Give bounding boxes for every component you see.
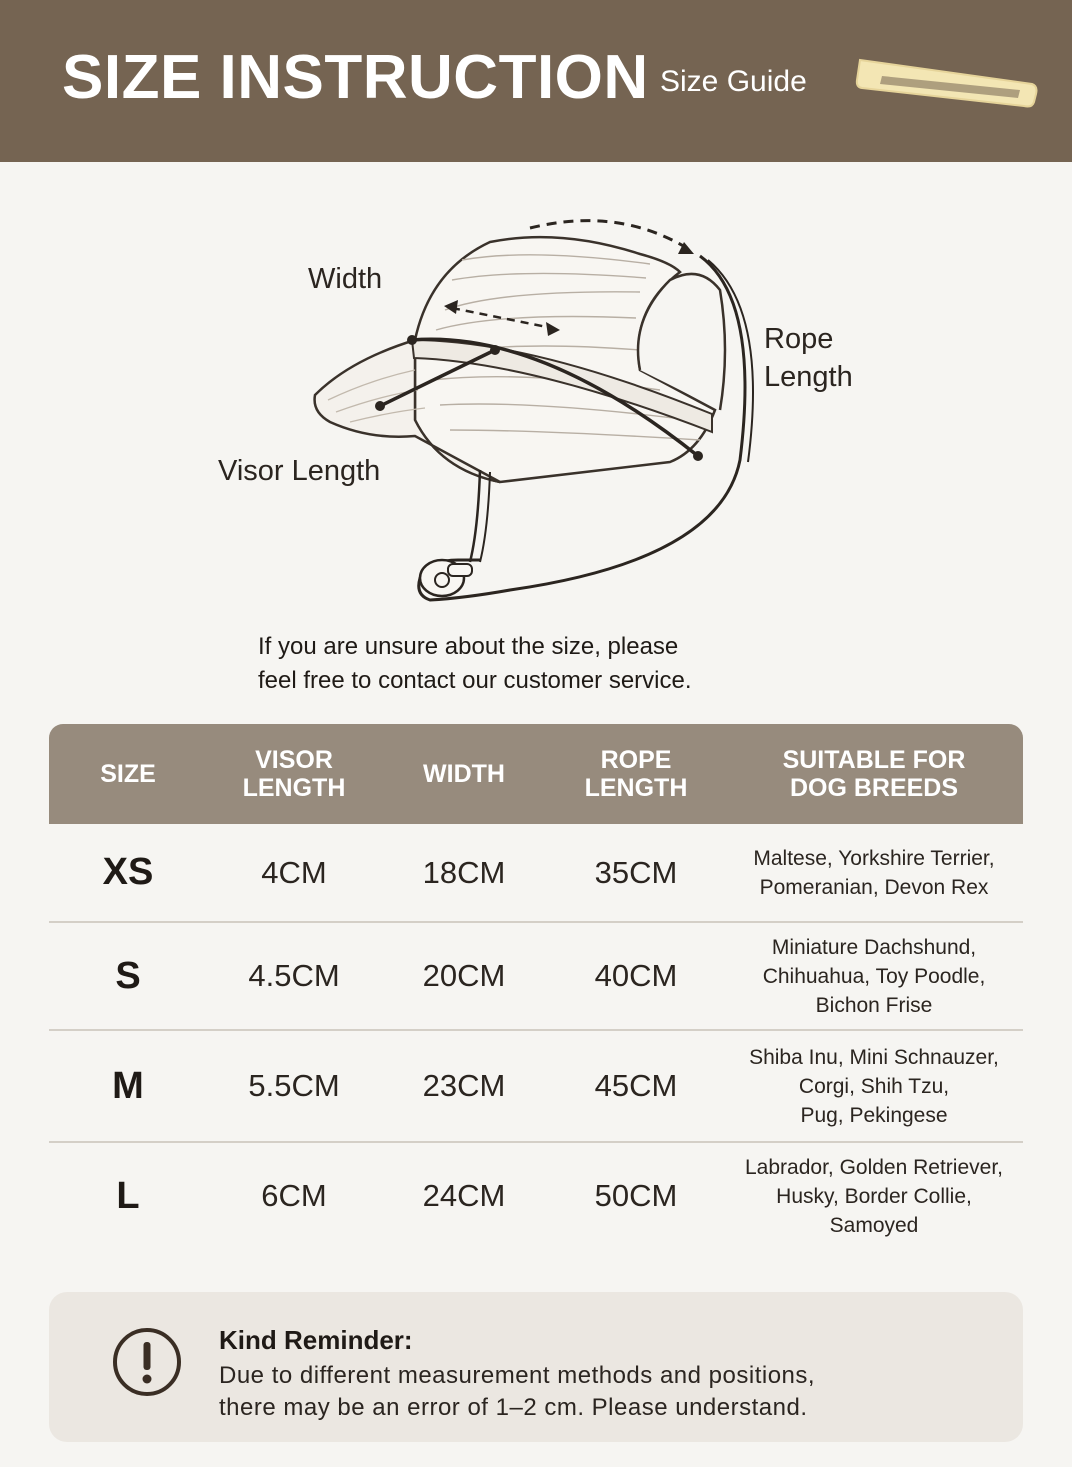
cell-visor: 6CM [261, 1178, 327, 1213]
header-size: SIZE [100, 760, 156, 788]
cell-rope: 35CM [594, 854, 678, 890]
exclamation-circle-icon [111, 1326, 183, 1398]
cell-width: 24CM [422, 1178, 506, 1213]
header-rope-length: ROPE LENGTH [584, 746, 688, 802]
reminder-title: Kind Reminder: [219, 1325, 413, 1355]
measuring-clip-icon [852, 54, 1042, 114]
cell-visor: 4.5CM [248, 958, 340, 993]
cell-width: 20CM [422, 958, 506, 993]
cell-breeds: Miniature Dachshund, Chihuahua, Toy Poodle, Bichon Frise [762, 935, 986, 1017]
cell-rope: 40CM [594, 958, 678, 993]
cell-size: L [116, 1174, 140, 1217]
size-note-line2: feel free to contact our customer service. [258, 667, 692, 694]
cell-size: M [112, 1064, 144, 1107]
kind-reminder-box [49, 1292, 1023, 1442]
cell-breeds: Maltese, Yorkshire Terrier, Pomeranian, Devon Rex [753, 846, 995, 899]
header-visor-length: VISOR LENGTH [242, 746, 346, 802]
table-header [49, 724, 1023, 824]
cell-visor: 4CM [261, 854, 327, 890]
dog-cap-diagram-icon [200, 200, 880, 620]
cell-rope: 45CM [594, 1068, 678, 1103]
rope-length-label-line2: Length [764, 361, 853, 393]
rope-length-label-line1: Rope [764, 323, 834, 355]
size-table [49, 724, 1023, 1249]
table-row [49, 824, 1023, 923]
table-row [49, 923, 1023, 1031]
cell-breeds: Labrador, Golden Retriever, Husky, Border Collie, Samoyed [745, 1155, 1003, 1237]
size-note [258, 630, 818, 698]
cell-size: S [115, 954, 141, 997]
cell-visor: 5.5CM [248, 1068, 340, 1103]
cell-breeds: Shiba Inu, Mini Schnauzer, Corgi, Shih Tzu, Pug, Pekingese [749, 1045, 999, 1127]
cap-diagram [200, 200, 880, 620]
page-title: SIZE INSTRUCTION [62, 43, 649, 112]
size-note-line1: If you are unsure about the size, please [258, 633, 679, 660]
cell-width: 18CM [422, 854, 506, 890]
reminder-text: Due to different measurement methods and positions, there may be an error of 1–2 cm. Please understand. [219, 1362, 816, 1421]
header-width: WIDTH [423, 760, 505, 788]
page-subtitle: Size Guide [660, 65, 807, 98]
cell-width: 23CM [422, 1068, 506, 1103]
table-row [49, 1031, 1023, 1143]
table-row [49, 1143, 1023, 1249]
width-label: Width [308, 263, 383, 295]
cell-size: XS [102, 851, 154, 893]
visor-length-label: Visor Length [218, 455, 381, 487]
cell-rope: 50CM [594, 1178, 678, 1213]
header-breeds: SUITABLE FOR DOG BREEDS [782, 746, 966, 802]
header-banner [0, 0, 1072, 162]
